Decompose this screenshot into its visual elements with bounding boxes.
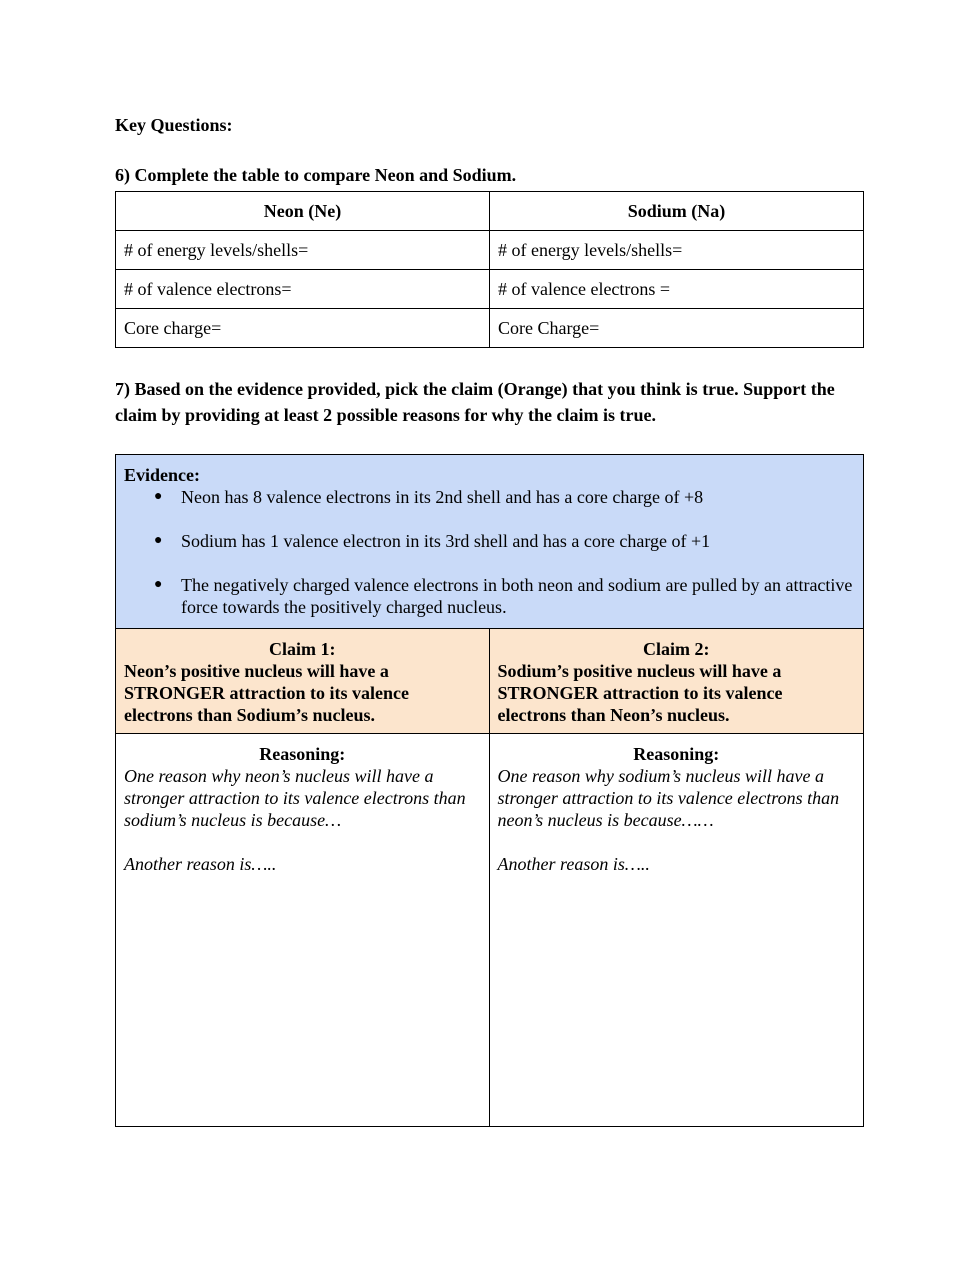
reasoning-2-first: One reason why sodium’s nucleus will have a stronger attraction to its valence electrons than neon’s nucleus is because……	[497, 766, 840, 830]
sodium-core-charge-cell[interactable]: Core Charge=	[490, 309, 864, 348]
claim-1-text: Neon’s positive nucleus will have a STRONGER attraction to its valence electrons than Sodium’s nucleus.	[124, 661, 409, 725]
header-sodium: Sodium (Na)	[490, 192, 864, 231]
claim-1-title: Claim 1:	[269, 639, 336, 659]
claim-2-text: Sodium’s positive nucleus will have a STRONGER attraction to its valence electrons than Neon’s nucleus.	[497, 661, 783, 725]
question-6-prompt: 6) Complete the table to compare Neon and Sodium.	[115, 165, 517, 185]
question-7-prompt: 7) Based on the evidence provided, pick the claim (Orange) that you think is true. Support the claim by providing at least 2 possible reasons for why the claim is true.	[115, 379, 835, 425]
claim-1-cell[interactable]	[116, 629, 490, 733]
header-neon: Neon (Ne)	[116, 192, 490, 231]
claim-2-title: Claim 2:	[643, 639, 710, 659]
list-item	[124, 486, 855, 508]
claim-2-cell[interactable]	[490, 629, 864, 733]
evidence-item-text: Neon has 8 valence electrons in its 2nd shell and has a core charge of +8	[181, 487, 704, 507]
neon-core-charge-cell[interactable]: Core charge=	[116, 309, 490, 348]
evidence-list	[124, 486, 855, 618]
reasoning-1-first: One reason why neon’s nucleus will have a stronger attraction to its valence electrons than sodium’s nucleus is because…	[124, 766, 466, 830]
list-item	[124, 530, 855, 552]
reasoning-2-title: Reasoning:	[633, 744, 720, 764]
bullet-icon: ●	[154, 577, 163, 592]
sodium-energy-levels-cell[interactable]: # of energy levels/shells=	[490, 231, 864, 270]
claim-evidence-reasoning-table	[115, 454, 864, 1127]
evidence-label: Evidence:	[124, 465, 200, 485]
table-row	[116, 231, 864, 270]
reasoning-1-cell[interactable]	[116, 734, 490, 1126]
reasoning-row	[116, 734, 863, 1126]
evidence-section	[116, 455, 863, 629]
comparison-table	[115, 191, 864, 348]
reasoning-1-title: Reasoning:	[259, 744, 346, 764]
reasoning-2-second: Another reason is…..	[497, 854, 650, 874]
bullet-icon: ●	[154, 489, 163, 504]
table-row	[116, 270, 864, 309]
list-item	[124, 574, 855, 618]
evidence-item-text: The negatively charged valence electrons in both neon and sodium are pulled by an attractive force towards the positively charged nucleus.	[181, 575, 853, 617]
table-header-row	[116, 192, 864, 231]
page-heading: Key Questions:	[115, 115, 233, 135]
table-row	[116, 309, 864, 348]
reasoning-1-second: Another reason is…..	[124, 854, 277, 874]
evidence-item-text: Sodium has 1 valence electron in its 3rd shell and has a core charge of +1	[181, 531, 711, 551]
reasoning-2-cell[interactable]	[490, 734, 864, 1126]
claims-row	[116, 629, 863, 734]
neon-energy-levels-cell[interactable]: # of energy levels/shells=	[116, 231, 490, 270]
neon-valence-electrons-cell[interactable]: # of valence electrons=	[116, 270, 490, 309]
bullet-icon: ●	[154, 533, 163, 548]
sodium-valence-electrons-cell[interactable]: # of valence electrons =	[490, 270, 864, 309]
